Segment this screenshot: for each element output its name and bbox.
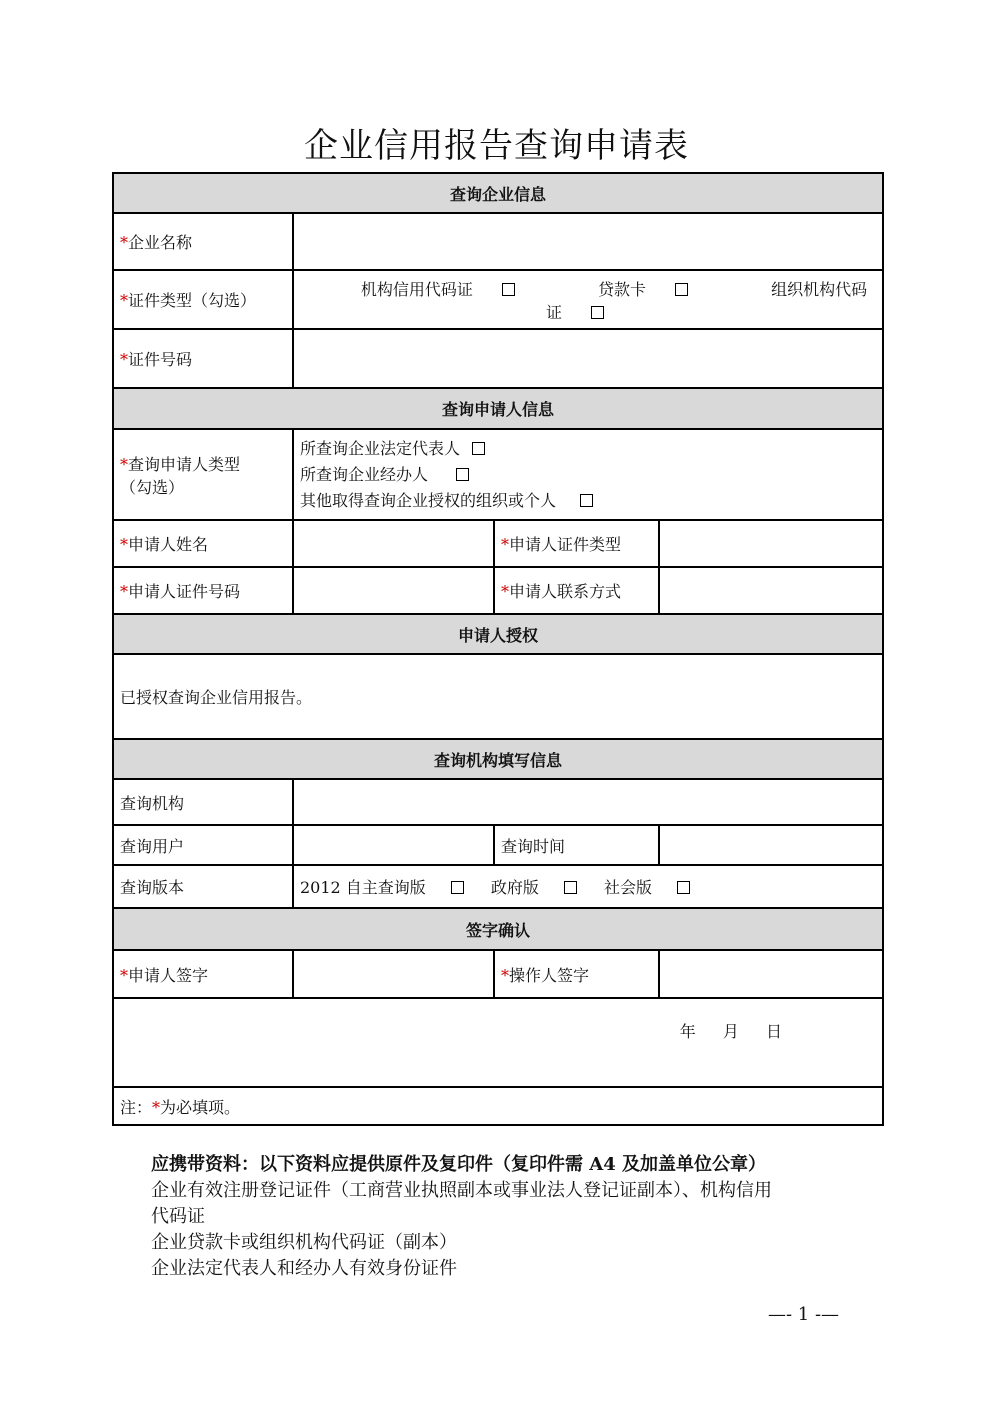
required-note: 注：*为必填项。 xyxy=(113,1087,883,1125)
note-row xyxy=(113,1087,883,1125)
checkbox-version-self[interactable] xyxy=(451,881,464,894)
section-authorization-header: 申请人授权 xyxy=(113,614,883,654)
required-star: * xyxy=(120,582,128,601)
materials-line: 代码证 xyxy=(151,1206,205,1227)
cert-no-field[interactable] xyxy=(293,329,883,388)
applicant-name-field[interactable] xyxy=(293,520,494,567)
page-number: —- 1 -— xyxy=(768,1304,840,1325)
applicant-type-label: *查询申请人类型 （勾选） xyxy=(113,429,293,520)
company-name-label: *企业名称 xyxy=(113,213,293,270)
operator-sign-label: *操作人签字 xyxy=(494,950,659,998)
checkbox-agent[interactable] xyxy=(456,468,469,481)
authorization-text: 已授权查询企业信用报告。 xyxy=(113,654,883,739)
applicant-id-type-field[interactable] xyxy=(659,520,883,567)
section-company-header: 查询企业信息 xyxy=(113,173,883,213)
query-version-label: 查询版本 xyxy=(113,865,293,908)
section-signature-header: 签字确认 xyxy=(113,908,883,950)
section-applicant-header: 查询申请人信息 xyxy=(113,388,883,429)
form-title: 企业信用报告查询申请表 xyxy=(304,126,689,166)
applicant-id-no-label: *申请人证件号码 xyxy=(113,567,293,614)
section-authorization-header-row xyxy=(113,614,883,654)
applicant-option-legal-rep[interactable]: 所查询企业法定代表人 xyxy=(300,436,876,462)
query-time-label: 查询时间 xyxy=(494,825,659,865)
date-day: 日 xyxy=(766,1022,783,1041)
applicant-type-options xyxy=(293,429,883,520)
required-star: * xyxy=(120,350,128,369)
applicant-name-label: *申请人姓名 xyxy=(113,520,293,567)
version-option-self[interactable]: 2012 自主查询版 xyxy=(300,878,464,897)
cert-type-row xyxy=(113,270,883,329)
required-star: * xyxy=(120,291,128,310)
required-star: * xyxy=(120,454,128,474)
company-name-field[interactable] xyxy=(293,213,883,270)
cert-type-label: *证件类型（勾选） xyxy=(113,270,293,329)
query-user-label: 查询用户 xyxy=(113,825,293,865)
institution-label: 查询机构 xyxy=(113,779,293,825)
required-star: * xyxy=(120,535,128,554)
section-company-header-row xyxy=(113,173,883,213)
applicant-type-row xyxy=(113,429,883,520)
checkbox-legal-rep[interactable] xyxy=(472,442,485,455)
section-institution-header: 查询机构填写信息 xyxy=(113,739,883,779)
applicant-contact-label: *申请人联系方式 xyxy=(494,567,659,614)
cert-no-label: *证件号码 xyxy=(113,329,293,388)
section-institution-header-row xyxy=(113,739,883,779)
query-user-field[interactable] xyxy=(293,825,494,865)
applicant-option-agent[interactable]: 所查询企业经办人 xyxy=(300,462,876,488)
required-star: * xyxy=(152,1097,161,1117)
materials-line: 企业法定代表人和经办人有效身份证件 xyxy=(151,1258,457,1279)
applicant-type-sub: （勾选） xyxy=(120,477,185,497)
applicant-name-row xyxy=(113,520,883,567)
query-version-row xyxy=(113,865,883,908)
date-cell[interactable] xyxy=(113,998,883,1087)
applicant-sign-field[interactable] xyxy=(293,950,494,998)
required-star: * xyxy=(501,965,509,985)
query-user-row xyxy=(113,825,883,865)
checkbox-version-social[interactable] xyxy=(677,881,690,894)
materials-line: 企业有效注册登记证件（工商营业执照副本或事业法人登记证副本）、机构信用 xyxy=(151,1180,772,1201)
cert-option-loan-card[interactable]: 贷款卡 xyxy=(572,280,688,299)
applicant-id-type-label: *申请人证件类型 xyxy=(494,520,659,567)
version-option-social[interactable]: 社会版 xyxy=(604,878,690,897)
date-month: 月 xyxy=(722,1022,739,1041)
applicant-sign-label: *申请人签字 xyxy=(113,950,293,998)
signature-row xyxy=(113,950,883,998)
application-form-table xyxy=(112,172,884,1126)
section-signature-header-row xyxy=(113,908,883,950)
cert-option-credit-code[interactable]: 机构信用代码证 xyxy=(335,280,515,299)
checkbox-other[interactable] xyxy=(580,494,593,507)
checkbox-org-code[interactable] xyxy=(591,306,604,319)
query-time-field[interactable] xyxy=(659,825,883,865)
applicant-id-row xyxy=(113,567,883,614)
query-version-options xyxy=(293,865,883,908)
checkbox-loan-card[interactable] xyxy=(675,283,688,296)
date-row xyxy=(113,998,883,1087)
cert-no-row xyxy=(113,329,883,388)
required-star: * xyxy=(120,233,128,252)
date-year: 年 xyxy=(679,1022,696,1041)
checkbox-version-gov[interactable] xyxy=(564,881,577,894)
cert-type-options xyxy=(293,270,883,329)
applicant-option-other[interactable]: 其他取得查询企业授权的组织或个人 xyxy=(300,488,876,514)
required-star: * xyxy=(501,582,509,601)
company-name-row xyxy=(113,213,883,270)
materials-line: 企业贷款卡或组织机构代码证（副本） xyxy=(151,1232,457,1253)
applicant-contact-field[interactable] xyxy=(659,567,883,614)
required-star: * xyxy=(120,965,128,985)
materials-heading: 应携带资料：以下资料应提供原件及复印件（复印件需 A4 及加盖单位公章） xyxy=(151,1154,767,1175)
materials-notes xyxy=(151,1152,851,1282)
institution-row xyxy=(113,779,883,825)
cert-option-org-code[interactable]: 组织机构代码证 xyxy=(546,279,868,322)
institution-field[interactable] xyxy=(293,779,883,825)
required-star: * xyxy=(501,535,509,554)
version-option-gov[interactable]: 政府版 xyxy=(491,878,577,897)
applicant-id-no-field[interactable] xyxy=(293,567,494,614)
checkbox-credit-code[interactable] xyxy=(502,283,515,296)
operator-sign-field[interactable] xyxy=(659,950,883,998)
section-applicant-header-row xyxy=(113,388,883,429)
authorization-row xyxy=(113,654,883,739)
